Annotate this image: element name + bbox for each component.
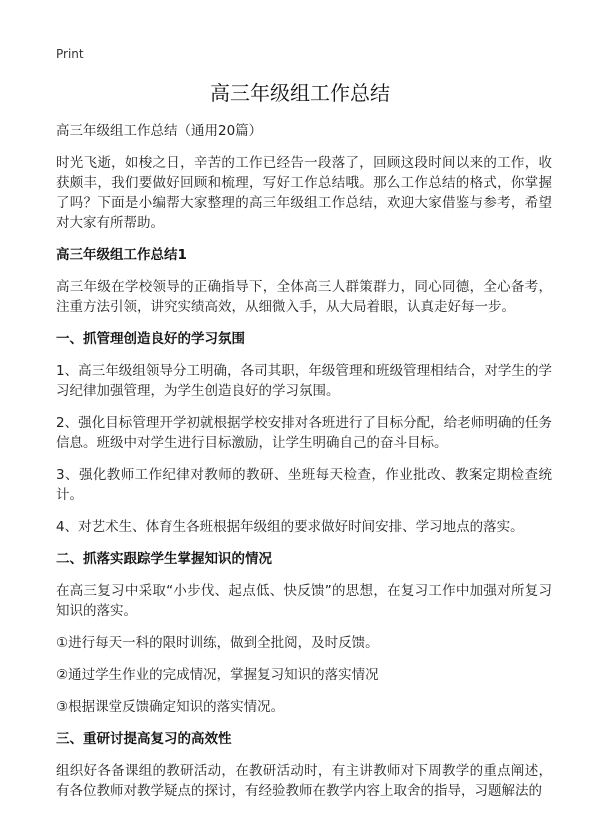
page-title: 高三年级组工作总结 [210, 81, 390, 105]
article-intro-paragraph: 高三年级在学校领导的正确指导下，全体高三人群策群力，同心同德，全心备考，注重方法引领，讲究实绩高效，从细微入手，从大局着眼，认真走好每一步。 [56, 279, 552, 315]
section-2-item: ③根据课堂反馈确定知识的落实情况。 [56, 699, 285, 715]
section-1-item: 2、强化目标管理开学初就根据学校安排对各班进行了目标分配，给老师明确的任务信息。班级中对学生进行目标激励，让学生明确自己的奋斗目标。 [56, 415, 552, 451]
section-3-intro: 组织好各备课组的教研活动，在教研活动时，有主讲教师对下周教学的重点阐述，有各位教师对教学疑点的探讨，有经验教师在教学内容上取舍的指导，习题解法的 [56, 763, 552, 799]
section-3-heading: 三、重研讨提高复习的高效性 [56, 731, 232, 747]
document-subtitle: 高三年级组工作总结（通用20篇） [56, 123, 263, 139]
section-2-item: ①进行每天一科的限时训练，做到全批阅，及时反馈。 [56, 635, 379, 651]
document-body [56, 121, 552, 813]
article-heading: 高三年级组工作总结1 [56, 247, 187, 263]
section-2-item: ②通过学生作业的完成情况，掌握复习知识的落实情况 [56, 667, 379, 683]
section-2-heading: 二、抓落实跟踪学生掌握知识的情况 [56, 551, 272, 567]
intro-paragraph: 时光飞逝，如梭之日，辛苦的工作已经告一段落了，回顾这段时间以来的工作，收获颇丰，我们要做好回顾和梳理，写好工作总结哦。那么工作总结的格式，你掌握了吗？下面是小编帮大家整理的高三年级组工作总结，欢迎大家借鉴与参考，希望对大家有所帮助。 [56, 155, 552, 231]
section-1-item: 1、高三年级组领导分工明确，各司其职，年级管理和班级管理相结合，对学生的学习纪律加强管理，为学生创造良好的学习氛围。 [56, 363, 552, 399]
print-link[interactable]: Print [56, 47, 84, 61]
section-1-item: 4、对艺术生、体育生各班根据年级组的要求做好时间安排、学习地点的落实。 [56, 519, 524, 535]
section-1-item: 3、强化教师工作纪律对教师的教研、坐班每天检查，作业批改、教案定期检查统计。 [56, 467, 552, 503]
section-2-intro: 在高三复习中采取“小步伐、起点低、快反馈”的思想，在复习工作中加强对所复习知识的落实。 [56, 583, 552, 619]
section-1-heading: 一、抓管理创造良好的学习氛围 [56, 331, 245, 347]
